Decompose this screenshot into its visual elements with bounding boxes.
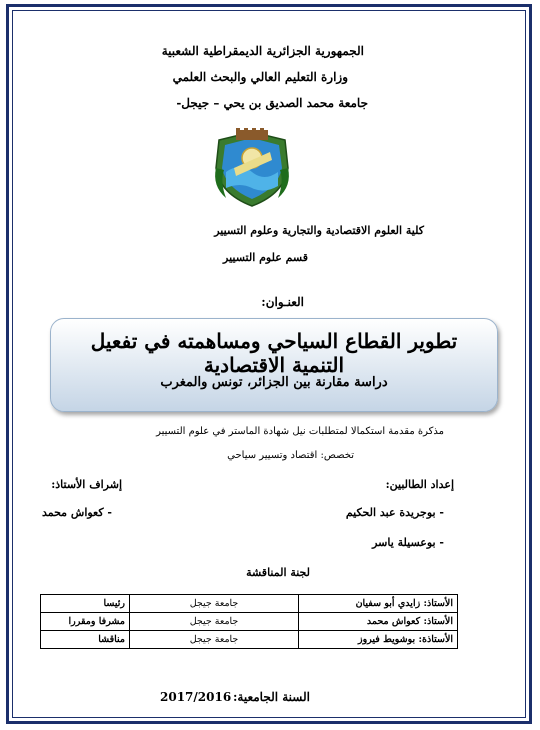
jury-member-role: رئيسا (41, 595, 130, 613)
university-seal-icon (212, 128, 292, 210)
republic-name: الجمهورية الجزائرية الديمقراطية الشعبية (161, 44, 364, 58)
title-label: العنـوان: (261, 295, 304, 309)
table-row (41, 613, 458, 631)
students-label: إعداد الطالبين: (385, 478, 454, 491)
jury-member-name: الأستاذة: بوشويط فيروز (299, 631, 458, 649)
specialty: تخصص: اقتصاد وتسيير سياحي (227, 450, 354, 461)
thesis-subtitle: دراسة مقارنة بين الجزائر، تونس والمغرب (160, 375, 388, 390)
jury-member-role: مشرفا ومقررا (41, 613, 130, 631)
table-row (41, 595, 458, 613)
jury-title: لجنة المناقشة (246, 566, 310, 579)
jury-member-role: مناقشا (41, 631, 130, 649)
title-box (50, 318, 498, 412)
university-name: جامعة محمد الصديق بن يحي – جيجل- (176, 96, 368, 110)
jury-member-name: الأستاذ: زايدي أبو سفيان (299, 595, 458, 613)
faculty-name: كلية العلوم الاقتصادية والتجارية وعلوم التسيير (214, 224, 424, 237)
thesis-title: تطوير القطاع السياحي ومساهمته في تفعيل التنمية الاقتصادية (90, 329, 458, 377)
supervisor-label: إشراف الأستاذ: (51, 478, 122, 491)
department-name: قسم علوم التسيير (223, 251, 308, 264)
supervisor-name: - كعواش محمد (41, 506, 112, 519)
student-name: - بوعسيلة ياسر (372, 536, 444, 549)
jury-table (40, 594, 458, 649)
table-row (41, 631, 458, 649)
student-name: - بوجريدة عبد الحكيم (345, 506, 444, 519)
jury-member-name: الأستاذ: كعواش محمد (299, 613, 458, 631)
jury-member-university: جامعة جيجل (130, 631, 299, 649)
jury-member-university: جامعة جيجل (130, 595, 299, 613)
jury-member-university: جامعة جيجل (130, 613, 299, 631)
ministry-name: وزارة التعليم العالي والبحث العلمي (172, 70, 348, 84)
academic-year-value: 2017/2016 (160, 690, 232, 704)
academic-year-label: السنة الجامعية: (232, 690, 310, 704)
memo-statement: مذكرة مقدمة استكمالا لمتطلبات نيل شهادة الماستر في علوم التسيير (156, 426, 444, 437)
